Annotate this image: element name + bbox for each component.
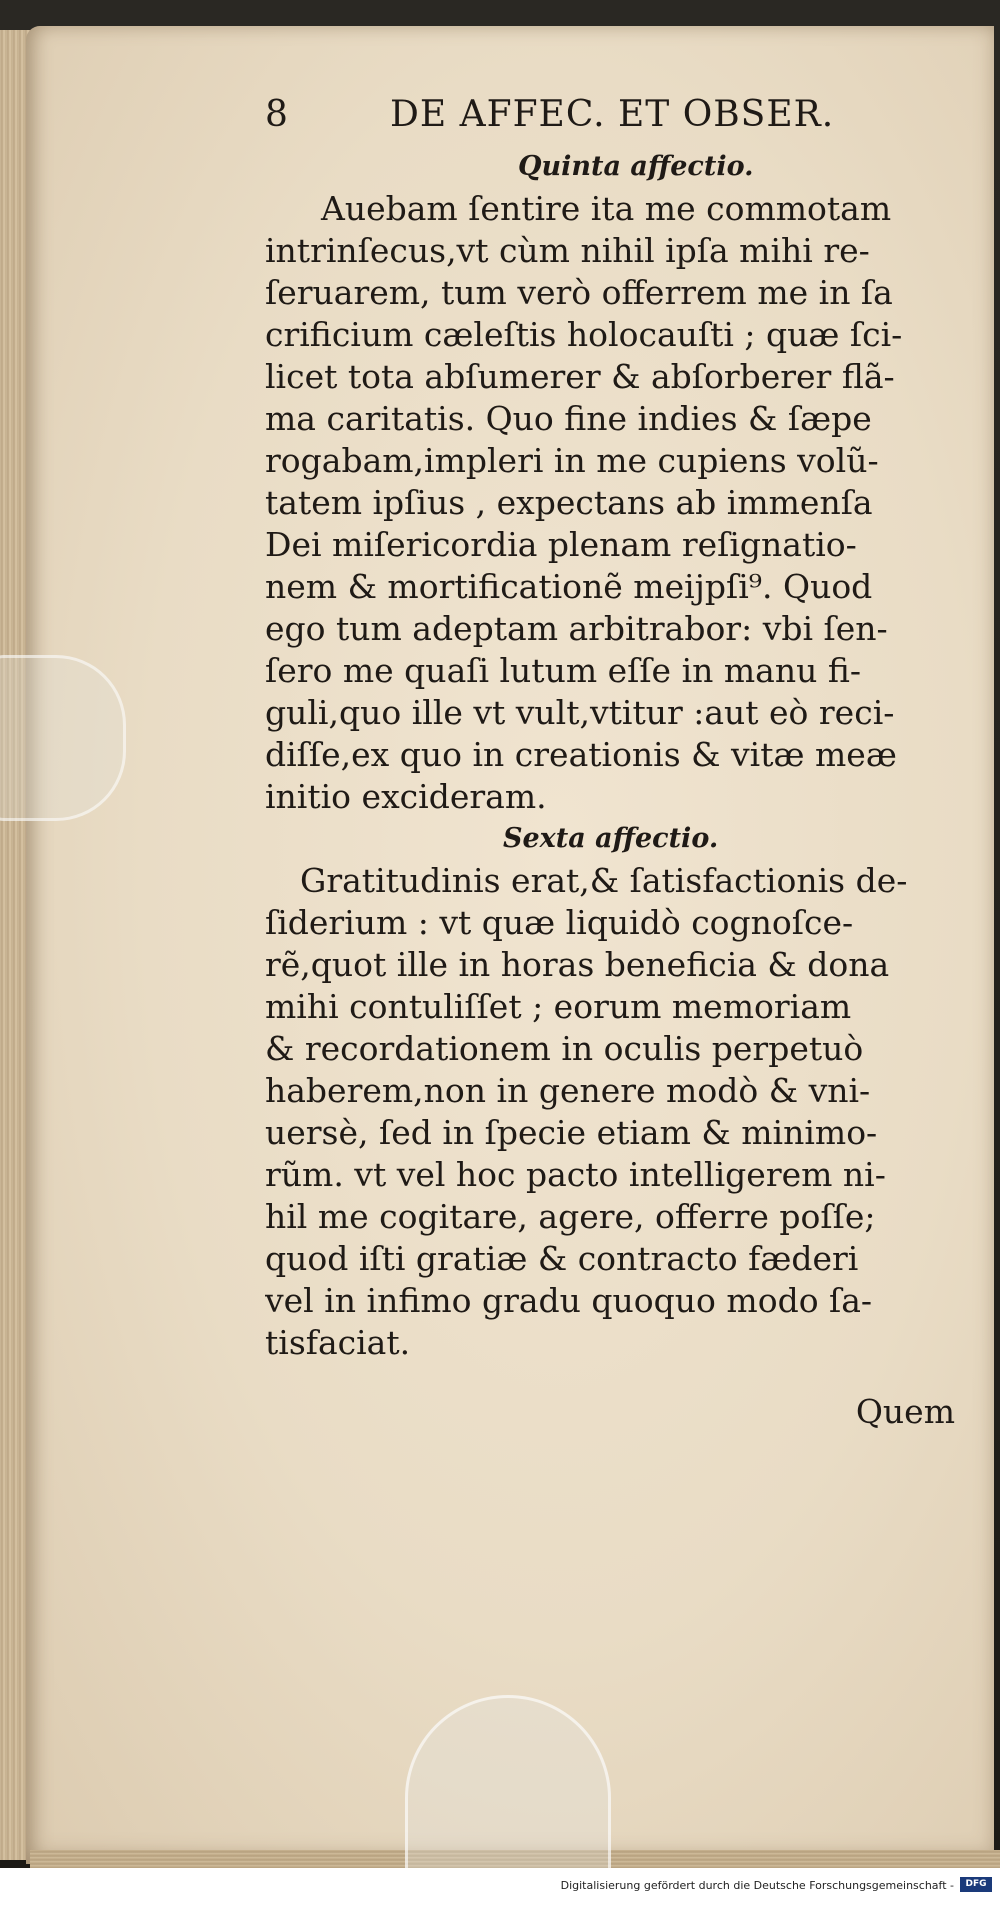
text-line: Dei miſericordia plenam reſignatio- [265,525,857,564]
running-header [265,92,965,146]
text-line: ſeruarem, tum verò offerrem me in ſa [265,273,893,312]
dfg-logo-icon: DFG [960,1877,992,1892]
text-line: vel in infimo gradu quoquo modo ſa- [265,1281,873,1320]
text-line: mihi contuliſſet ; eorum memoriam [265,987,852,1026]
section-body-sexta [265,860,965,1364]
section-heading-quinta: Quinta affectio. [518,151,754,182]
catchword: Quem [855,1392,955,1431]
digitization-credit: Digitalisierung gefördert durch die Deutsche Forschungsgemeinschaft - [560,1879,954,1892]
text-block [265,92,965,1431]
text-line: haberem,non in genere modò & vni- [265,1071,871,1110]
text-line: ſero me quaſi lutum eſſe in manu fi- [265,651,861,690]
text-line: initio excideram. [265,777,547,816]
text-line: diſſe,ex quo in creationis & vitæ meæ [265,735,897,774]
text-line: ſiderium : vt quæ liquidò cognoſce- [265,903,854,942]
section-heading-sexta: Sexta affectio. [503,823,719,854]
page-number: 8 [265,94,289,135]
text-line: ego tum adeptam arbitrabor: vbi ſen- [265,609,888,648]
text-line: guli,quo ille vt vult,vtitur :aut eò reci- [265,693,895,732]
text-line: & recordationem in oculis perpetuò [265,1029,864,1068]
text-line: tisfaciat. [265,1323,411,1362]
page-clip-left [0,655,126,821]
text-line: uersè, ſed in ſpecie etiam & minimo- [265,1113,878,1152]
text-line: rogabam,impleri in me cupiens volũ- [265,441,879,480]
text-line: nem & mortificationẽ meijpſi⁹. Quod [265,567,873,606]
text-line: rẽ,quot ille in horas beneficia & dona [265,945,890,984]
text-line: Gratitudinis erat,& ſatisfactionis de- [300,861,908,900]
text-line: Auebam ſentire ita me commotam [321,189,892,228]
text-line: crificium cæleſtis holocauſti ; quæ ſci- [265,315,903,354]
text-line: ma caritatis. Quo fine indies & ſæpe [265,399,872,438]
text-line: hil me cogitare, agere, offerre poſſe; [265,1197,876,1236]
text-line: tatem ipſius , expectans ab immenſa [265,483,873,522]
section-body-quinta [265,188,965,818]
text-line: rũm. vt vel hoc pacto intelligerem ni- [265,1155,886,1194]
text-line: quod iſti gratiæ & contracto fæderi [265,1239,859,1278]
running-title: DE AFFEC. ET OBSER. [390,94,835,135]
text-line: intrinſecus,vt cùm nihil ipſa mihi re- [265,231,870,270]
text-line: licet tota abſumerer & abſorberer flã- [265,357,895,396]
